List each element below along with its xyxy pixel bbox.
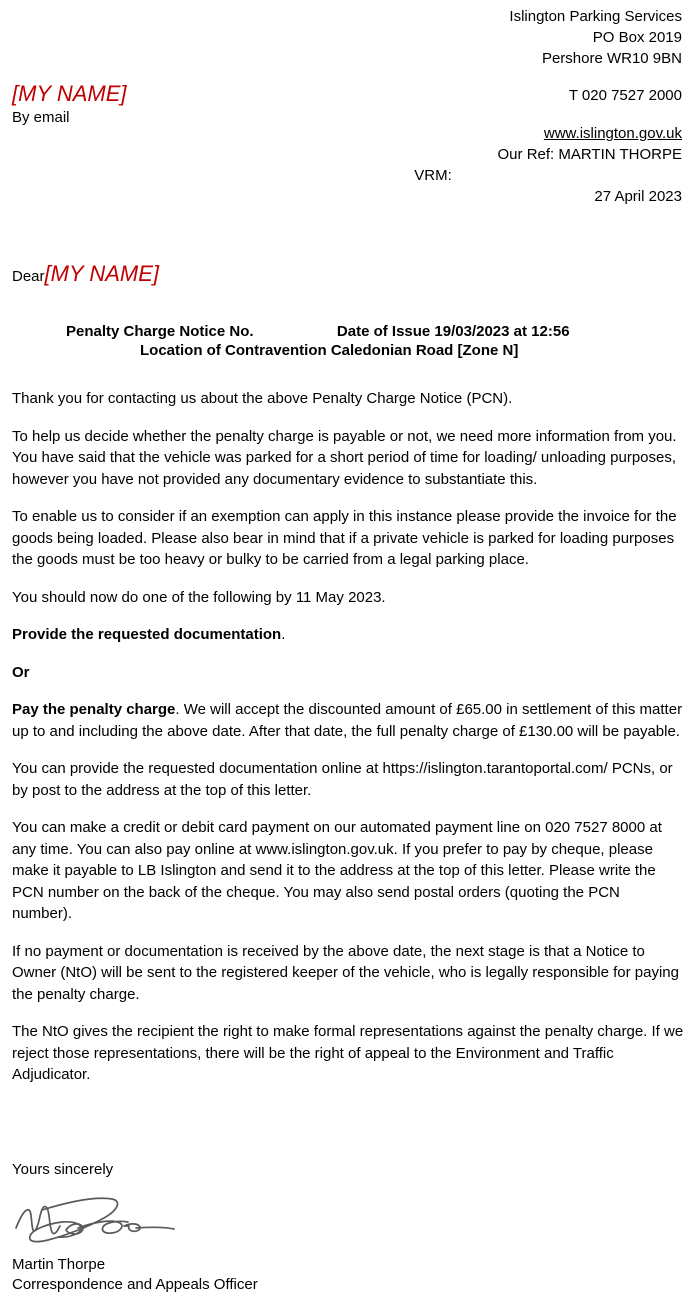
salutation-name-redacted: [MY NAME] [44, 261, 160, 286]
pcn-location-of-contravention: Location of Contravention Caledonian Road [Zone N] [140, 342, 519, 359]
signature-image [8, 1182, 208, 1252]
recipient-block [12, 82, 127, 128]
salutation-greeting: Dear [12, 268, 45, 285]
signer-title: Correspondence and Appeals Officer [12, 1276, 258, 1293]
body-paragraph-appeal-rights: The NtO gives the recipient the right to make formal representations against the penalty charge. If we reject those representations, there will be the right of appeal to the Environment and Traffic Adjudicator. [12, 1023, 684, 1083]
option-provide-documentation-rest: . [281, 626, 286, 643]
body-paragraph-online-submission: You can provide the requested documentation online at https://islington.tarantoportal.com/ PCNs, or by post to the address at the top of this letter. [12, 760, 673, 799]
option-provide-documentation-bold: Provide the requested documentation [12, 626, 282, 643]
pcn-number-and-issue-date: Penalty Charge Notice No. Date of Issue 19/03/2023 at 12:56 [66, 323, 570, 340]
signer-block [12, 1255, 258, 1295]
letterhead-website-link[interactable]: www.islington.gov.uk [543, 125, 682, 142]
signer-name: Martin Thorpe [12, 1256, 106, 1273]
letterhead-postcode: Pershore WR10 9BN [541, 50, 682, 67]
body-paragraph-more-information: To help us decide whether the penalty charge is payable or not, we need more information from you. You have said that the vehicle was parked for a short period of time for loading/ unloading purposes, however you have not provided any documentary evidence to substantiate this. [12, 427, 677, 488]
letterhead-date: 27 April 2023 [594, 188, 682, 205]
signoff-block [12, 1160, 208, 1252]
letterhead-our-ref: Our Ref: MARTIN THORPE [497, 146, 682, 163]
option-pay-penalty-charge-rest: . We will accept the discounted amount of £65.00 in settlement of this matter up to and including the above date. After that date, the full penalty charge of £130.00 will be payable. [12, 701, 683, 740]
letter-body [12, 388, 684, 1102]
recipient-delivery-method: By email [12, 109, 70, 126]
letterhead-organisation: Islington Parking Services [509, 8, 682, 25]
pcn-details-block [0, 322, 700, 360]
option-separator-or-label: Or [12, 663, 30, 681]
letterhead-spacer-2 [262, 106, 682, 123]
letterhead-spacer-1 [262, 69, 682, 85]
option-pay-penalty-charge-bold: Pay the penalty charge [12, 701, 176, 718]
body-paragraph-deadline: You should now do one of the following by 11 May 2023. [12, 588, 386, 606]
letterhead-po-box: PO Box 2019 [592, 29, 682, 46]
valediction: Yours sincerely [12, 1161, 114, 1178]
body-paragraph-thanks: Thank you for contacting us about the above Penalty Charge Notice (PCN). [12, 390, 513, 407]
body-paragraph-notice-to-owner: If no payment or documentation is received by the above date, the next stage is that a Notice to Owner (NtO) will be sent to the registered keeper of the vehicle, who is legally responsible for paying the penalty charge. [12, 942, 679, 1003]
letterhead-vrm: VRM: [414, 167, 452, 184]
letterhead-telephone: T 020 7527 2000 [568, 87, 682, 104]
body-paragraph-payment-methods: You can make a credit or debit card payment on our automated payment line on 020 7527 8000 at any time. You can also pay online at www.islington.gov.uk. If you prefer to pay by cheque, please make it payable to LB Islington and send it to the address at the top of this letter. Please write the PCN number on the back of the cheque. You may also send postal orders (quoting the PCN number). [12, 819, 662, 922]
salutation-block [12, 262, 159, 286]
option-pay-penalty-charge [12, 699, 684, 742]
body-paragraph-exemption: To enable us to consider if an exemption can apply in this instance please provide the invoice for the goods being loaded. Please also bear in mind that if a private vehicle is parked for loading purposes the goods must be too heavy or bulky to be carried from a legal parking place. [12, 508, 677, 568]
recipient-name-redacted: [MY NAME] [12, 81, 127, 106]
option-provide-documentation [12, 624, 684, 646]
option-separator-or [12, 662, 684, 684]
letterhead-block [262, 6, 682, 207]
